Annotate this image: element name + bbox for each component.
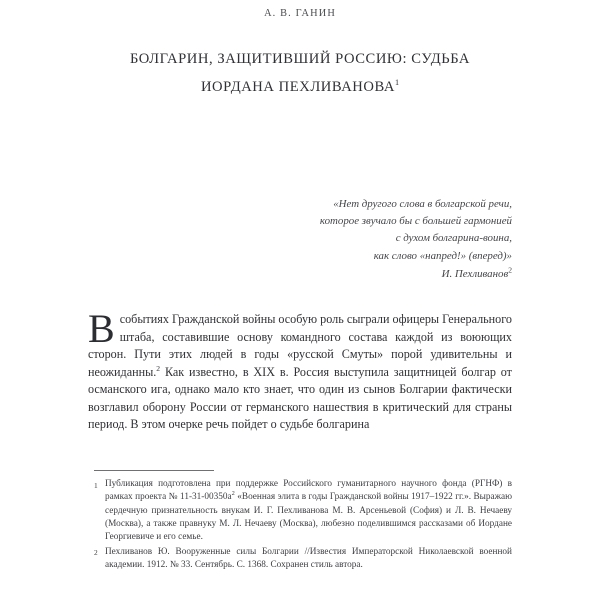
epigraph-line-3: с духом болгарина-воина, [395,232,512,245]
epigraph-line-1: «Нет другого слова в болгарской речи, [333,198,512,210]
drop-cap-letter: В [88,306,115,352]
running-head-author: А. В. ГАНИН [264,8,336,19]
epigraph-attribution [88,266,512,283]
body-footnote-marker: 2 [156,363,161,373]
body-text-part-2: Как известно, в XIX в. Россия выступила защитницей болгар от османского ига, однако мало кто знает, что один из сынов Болгарии фактически возглавил оборону России от германского нашествия в критический для страны период. В этом очерке речь пойдет о судьбе болгарина [88,364,512,432]
page-content-column [88,0,512,600]
epigraph-footnote-marker: 2 [508,265,512,275]
footnote-text-part-1: Пехливанов Ю. Вооруженные силы Болгарии //Известия Императорской Николаевской военной академии. 1912. № 33. Сентябрь. С. 1368. Сохранен стиль автора. [105,546,512,571]
footnote-text-part-2: «Военная элита в годы Гражданской войны 1917–1922 гг.». Выражаю сердечную признательность внукам И. Г. Пехливанова М. В. Арсеньевой (София) и Л. В. Нечаеву (Москва), а также правнуку М. Л. Нечаеву (Москва), любезно поделившимся рассказами об Иордане Георгиевиче и его семье. [105,492,512,543]
epigraph-line-4: как слово «напред!» (вперед)» [373,249,512,262]
title-footnote-marker: 1 [394,78,400,88]
footnote-text [105,546,512,573]
epigraph [88,196,512,283]
footnote-number: 2 [94,548,98,558]
article-title [88,47,512,100]
article-title-line-2-text: ИОРДАНА ПЕХЛИВАНОВА [200,79,395,95]
article-title-line-2 [88,75,512,100]
footnote-superscript: 2 [231,490,235,498]
article-title-line-1: БОЛГАРИН, ЗАЩИТИВШИЙ РОССИЮ: СУДЬБА [129,51,471,67]
epigraph-line-2: которое звучало бы с большей гармонией [319,215,512,228]
footnotes-section [88,470,512,573]
epigraph-attribution-text: И. Пехливанов [441,267,509,280]
footnote-item [88,546,512,573]
footnote-text-part-1: Публикация подготовлена при поддержке Российского гуманитарного научного фонда (РГНФ) в рамках проекта № 11-31-00350а [105,479,512,503]
footnote-text [105,478,512,545]
body-paragraph [88,306,512,434]
footnote-number: 1 [94,480,98,490]
footnote-separator-rule [94,470,214,471]
body-text-part-1: событиях Гражданской войны особую роль сыграли офицеры Генерального штаба, составившие основу командного состава каждой из воюющих сторон. Пути этих людей в годы «русской Смуты» порой удивительны и неожиданны. [88,312,512,379]
footnote-item [88,478,512,545]
